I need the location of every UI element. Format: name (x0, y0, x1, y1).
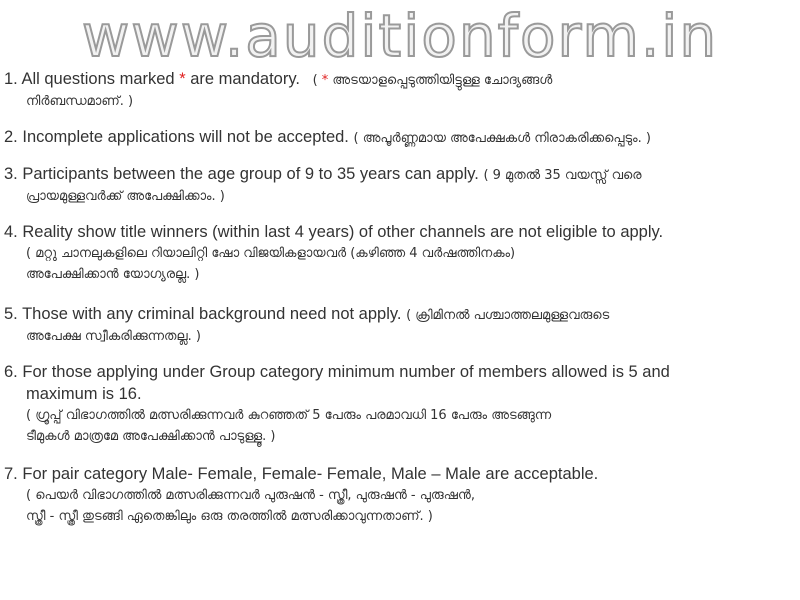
required-asterisk-ml: * (321, 73, 329, 88)
rule-ml-line: ( മറ്റു ചാനലുകളിലെ റിയാലിറ്റി ഷോ വിജയികളായവർ (കഴിഞ്ഞ 4 വർഷത്തിനകം) (26, 246, 516, 261)
rule-number: 3. (4, 165, 18, 183)
rule-ml-line: ടീമുകൾ മാത്രമേ അപേക്ഷിക്കാൻ പാടുള്ളൂ. ) (26, 429, 276, 444)
rule-text: Incomplete applications will not be accepted. (22, 128, 349, 146)
rule-number: 1. (4, 70, 18, 88)
rule-ml-open: ( (312, 73, 322, 88)
rule-3 (4, 163, 794, 207)
rule-text: Reality show title winners (within last 4 years) of other channels are not eligible to apply. (22, 223, 664, 241)
rule-ml-text: ( അപൂർണ്ണമായ അപേക്ഷകൾ നിരാകരിക്കപ്പെടും. ) (353, 131, 651, 146)
rules-list (4, 68, 794, 541)
rule-number: 6. (4, 363, 18, 381)
rule-ml-line: സ്ത്രീ - സ്ത്രീ തുടങ്ങി ഏതെങ്കിലും ഒരു തരത്തിൽ മത്സരിക്കാവുന്നതാണ്. ) (26, 509, 433, 524)
rule-text-line: maximum is 16. (26, 385, 142, 403)
rule-text: All questions marked (21, 70, 180, 88)
rule-6 (4, 361, 794, 447)
rule-5 (4, 303, 794, 347)
rule-ml-line: ( ഗ്രൂപ്പ് വിഭാഗത്തിൽ മത്സരിക്കുന്നവർ കുറഞ്ഞത് 5 പേരും പരമാവധി 16 പേരും അടങ്ങുന്ന (26, 408, 552, 423)
rule-1 (4, 68, 794, 112)
rule-number: 5. (4, 305, 18, 323)
rule-2 (4, 126, 794, 149)
rule-ml-line: നിർബന്ധമാണ്. ) (26, 94, 134, 109)
site-watermark: www.auditionform.in (81, 2, 719, 70)
rule-ml-text: അടയാളപ്പെടുത്തിയിട്ടുള്ള ചോദ്യങ്ങൾ (328, 73, 553, 88)
rule-ml-line: പ്രായമുള്ളവർക്ക് അപേക്ഷിക്കാം. ) (26, 189, 225, 204)
required-asterisk: * (179, 70, 186, 88)
rule-text: Those with any criminal background need not apply. (22, 305, 402, 323)
rule-text: For pair category Male- Female, Female- Female, Male – Male are acceptable. (22, 465, 599, 483)
rule-ml-text: ( ക്രിമിനൽ പശ്ചാത്തലമുള്ളവരുടെ (406, 308, 610, 323)
rule-number: 2. (4, 128, 18, 146)
rule-text: For those applying under Group category minimum number of members allowed is 5 and (22, 363, 670, 381)
rule-text: Participants between the age group of 9 to 35 years can apply. (22, 165, 479, 183)
rule-number: 4. (4, 223, 18, 241)
rule-ml-line: അപേക്ഷ സ്വീകരിക്കുന്നതല്ല. ) (26, 329, 201, 344)
rule-text-end: are mandatory. (185, 70, 300, 88)
rule-ml-line: ( പെയർ വിഭാഗത്തിൽ മത്സരിക്കുന്നവർ പുരുഷൻ - സ്ത്രീ, പുരുഷൻ - പുരുഷൻ, (26, 488, 475, 503)
rule-4 (4, 221, 794, 285)
rule-ml-text: ( 9 മുതൽ 35 വയസ്സ് വരെ (483, 168, 642, 183)
rule-ml-line: അപേക്ഷിക്കാൻ യോഗ്യരല്ല. ) (26, 267, 200, 282)
rule-number: 7. (4, 465, 18, 483)
rule-7 (4, 463, 794, 527)
